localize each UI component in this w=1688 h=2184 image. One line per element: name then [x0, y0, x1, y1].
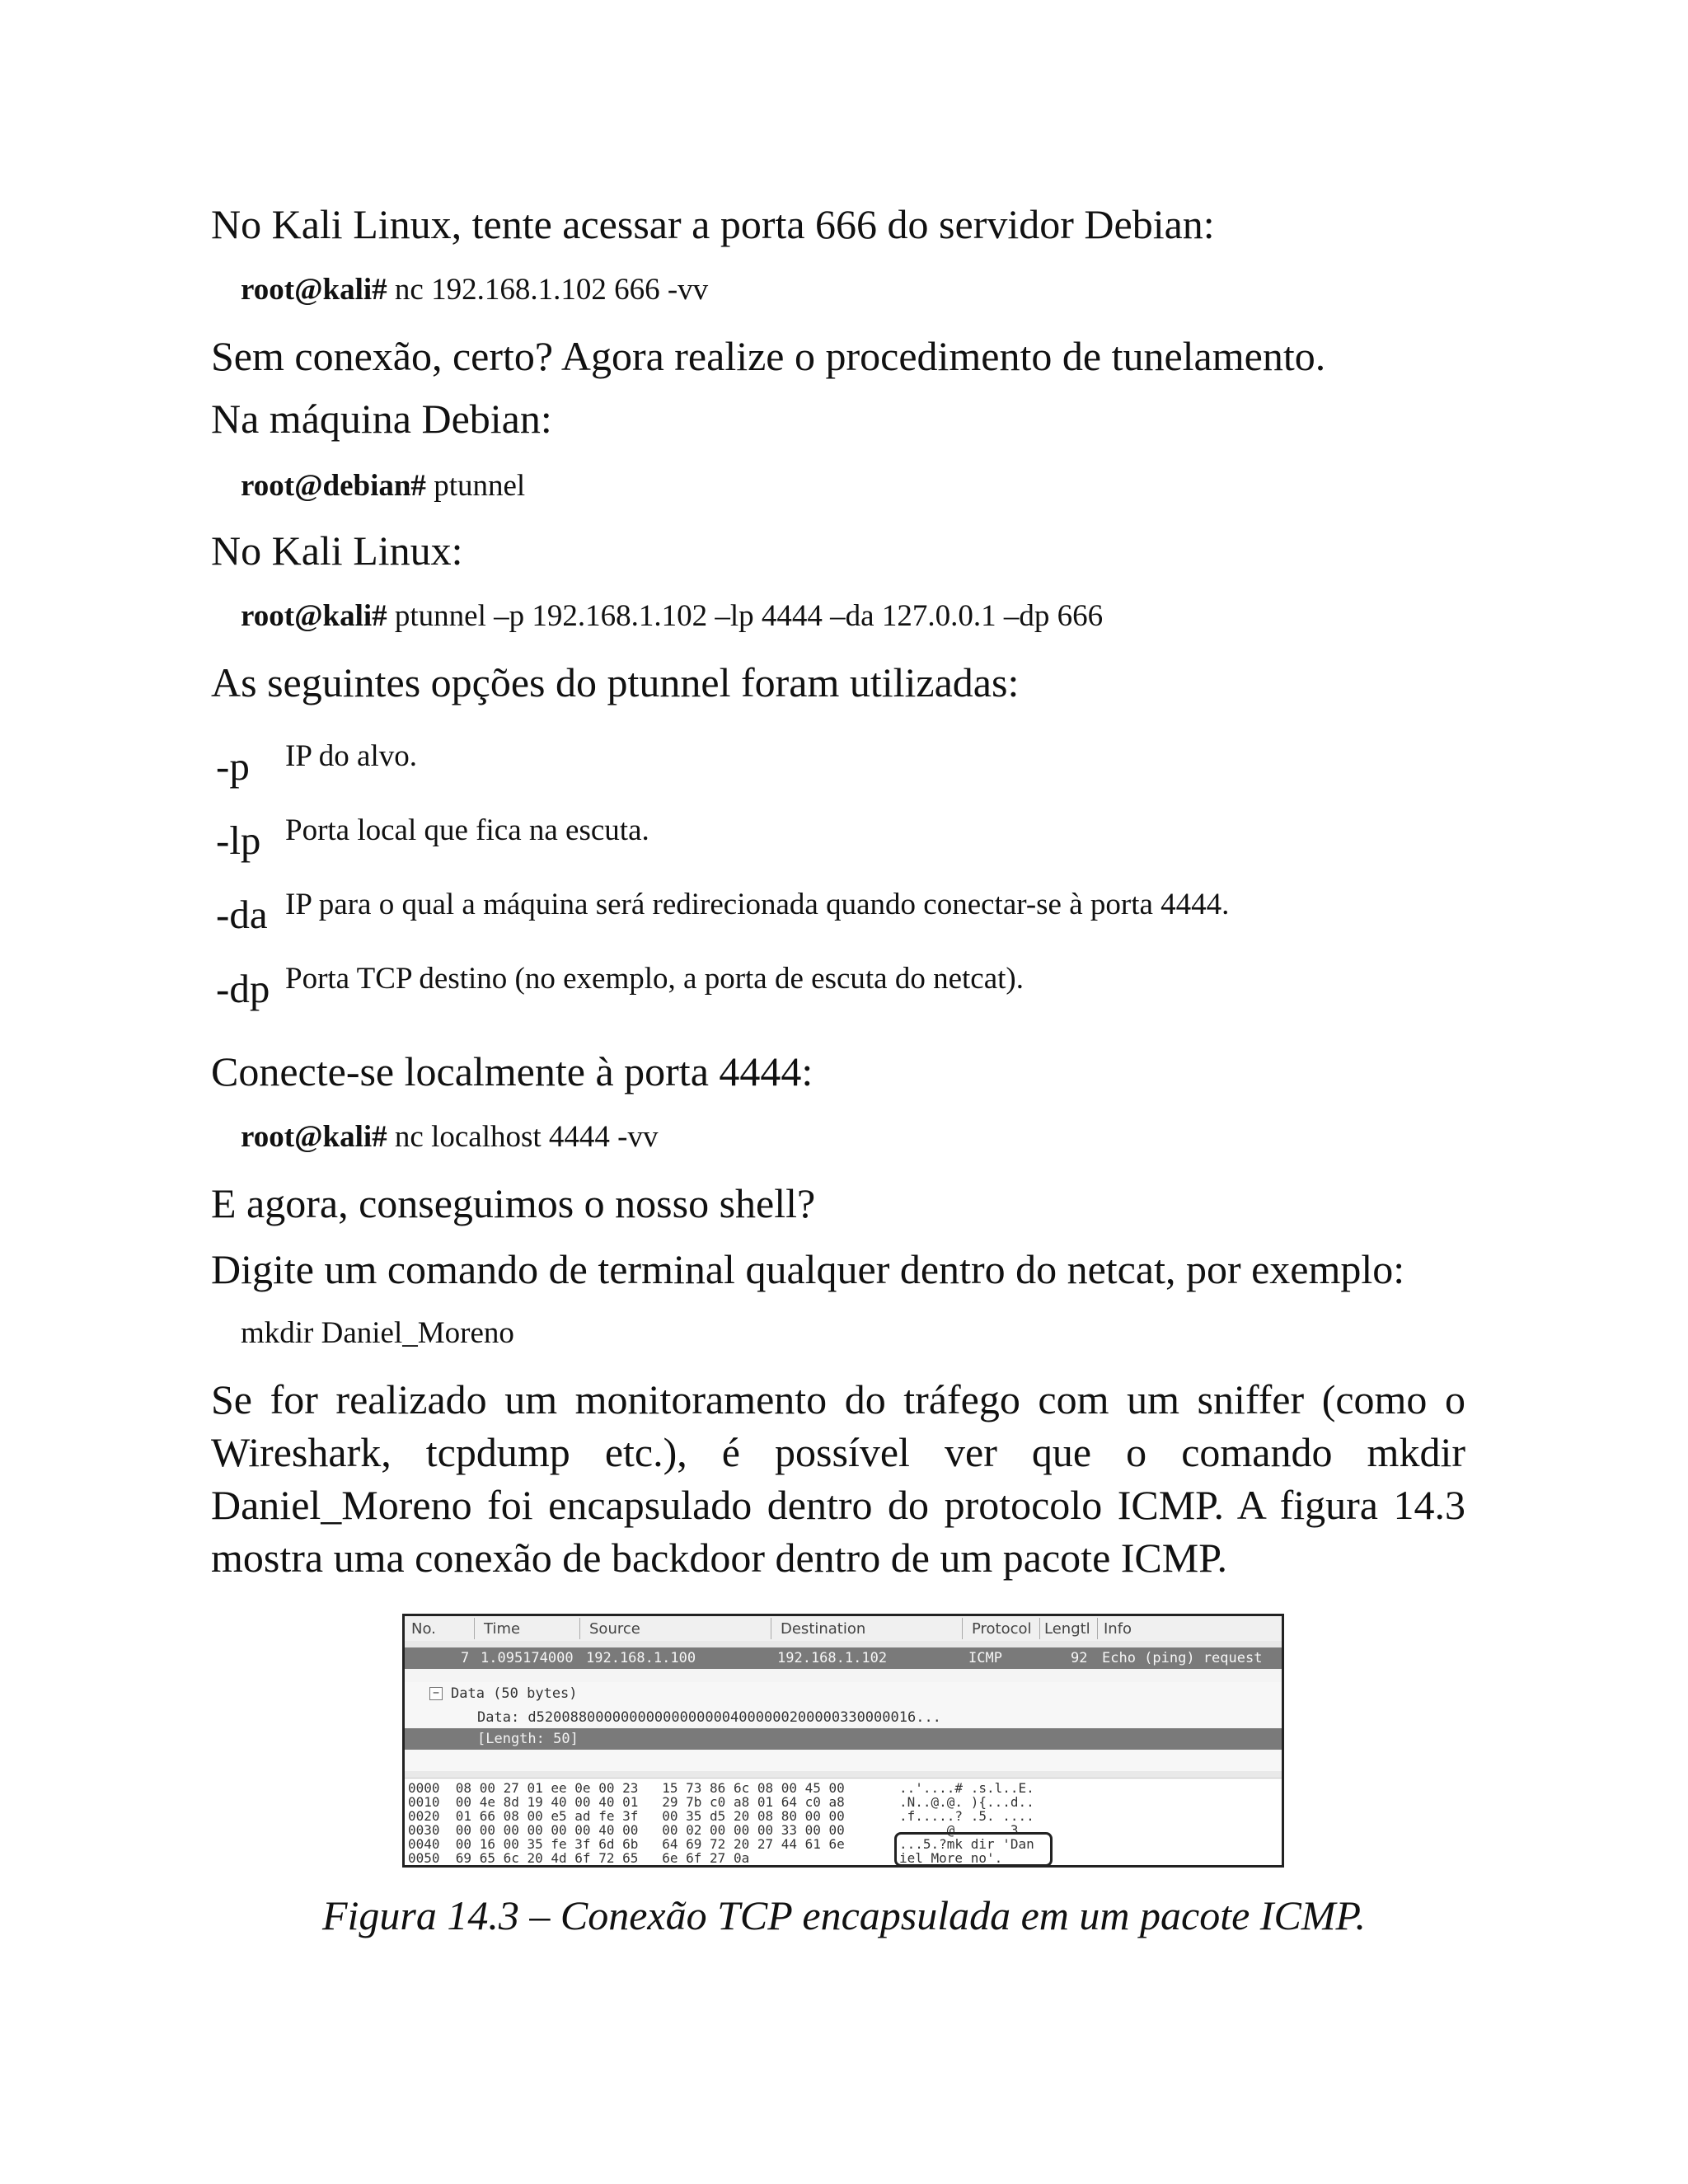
paragraph-options-intro: As seguintes opções do ptunnel foram utilizadas:	[211, 659, 1020, 705]
packet-source: 192.168.1.100	[586, 1650, 696, 1666]
pane-divider	[405, 1771, 1282, 1779]
hex-offset: 0020	[408, 1808, 440, 1824]
packet-detail-pane	[405, 1682, 1282, 1774]
detail-data-title: Data (50 bytes)	[451, 1685, 578, 1702]
packet-no: 7	[461, 1650, 470, 1666]
option-description: IP do alvo.	[285, 739, 417, 773]
detail-data-node[interactable]	[429, 1685, 578, 1702]
hex-bytes: 00 4e 8d 19 40 00 40 01 29 7b c0 a8 01 64 c0 a8	[455, 1794, 845, 1810]
detail-data-value[interactable]: Data: d520088000000000000000004000000200000330000016...	[477, 1709, 941, 1726]
hex-ascii: ..'....# .s.l..E.	[899, 1780, 1034, 1796]
hex-ascii: ...5.?mk dir 'Dan	[899, 1836, 1034, 1852]
hex-row	[408, 1809, 845, 1823]
packet-row-selected[interactable]	[405, 1647, 1282, 1669]
hex-offset: 0000	[408, 1780, 440, 1796]
hex-ascii: .N..@.@. ){...d..	[899, 1794, 1034, 1810]
hex-bytes: 69 65 6c 20 4d 6f 72 65 6e 6f 27 0a	[455, 1850, 750, 1866]
column-protocol: Protocol	[972, 1620, 1032, 1638]
hex-row	[408, 1795, 845, 1809]
packet-destination: 192.168.1.102	[777, 1650, 888, 1666]
packet-time: 1.095174000	[481, 1650, 574, 1666]
hex-bytes: 00 00 00 00 00 00 40 00 00 02 00 00 00 33 00 00	[455, 1822, 845, 1838]
hex-offset: 0030	[408, 1822, 440, 1838]
hex-bytes: 01 66 08 00 e5 ad fe 3f 00 35 d5 20 08 80 00 00	[455, 1808, 845, 1824]
paragraph-no-connection: Sem conexão, certo? Agora realize o procedimento de tunelamento.	[211, 333, 1326, 379]
detail-length-value: [Length: 50]	[477, 1731, 579, 1747]
option-flag: -lp	[216, 818, 261, 863]
packet-length: 92	[1071, 1650, 1088, 1666]
option-description: Porta TCP destino (no exemplo, a porta de escuta do netcat).	[285, 962, 1024, 996]
hex-row	[408, 1851, 749, 1865]
pane-divider	[405, 1669, 1282, 1682]
detail-length-row[interactable]	[405, 1728, 1282, 1750]
command-prompt: root@kali#	[241, 599, 387, 633]
highlight-circle	[894, 1832, 1053, 1867]
hex-offset: 0040	[408, 1836, 440, 1852]
paragraph-sniffer	[211, 1373, 1465, 1584]
collapse-toggle-icon[interactable]: −	[429, 1687, 443, 1700]
command-prompt: root@debian#	[241, 469, 426, 503]
hex-row	[408, 1781, 845, 1795]
command-text: ptunnel	[425, 469, 526, 503]
command-nc-debian	[241, 270, 708, 310]
paragraph-kali-access: No Kali Linux, tente acessar a porta 666 do servidor Debian:	[211, 201, 1215, 247]
option-description: Porta local que fica na escuta.	[285, 813, 649, 847]
column-no: No.	[411, 1620, 436, 1638]
column-time: Time	[484, 1620, 521, 1638]
command-ptunnel-debian	[241, 466, 525, 506]
column-info: Info	[1104, 1620, 1132, 1638]
packet-protocol: ICMP	[968, 1650, 1002, 1666]
column-destination: Destination	[781, 1620, 866, 1638]
command-text: nc 192.168.1.102 666 -vv	[387, 273, 709, 307]
paragraph-line: mostra uma conexão de backdoor dentro de um pacote ICMP.	[211, 1535, 1227, 1581]
paragraph-debian-machine: Na máquina Debian:	[211, 396, 552, 442]
paragraph-type-command: Digite um comando de terminal qualquer dentro do netcat, por exemplo:	[211, 1246, 1405, 1292]
hex-ascii: .f.....? .5. ....	[899, 1808, 1034, 1824]
hex-row	[408, 1823, 845, 1837]
command-prompt: root@kali#	[241, 1120, 387, 1154]
hex-offset: 0050	[408, 1850, 440, 1866]
packet-list-header	[405, 1616, 1282, 1642]
hex-row	[408, 1837, 845, 1851]
paragraph-line: Daniel_Moreno foi encapsulado dentro do protocolo ICMP. A figura 14.3	[211, 1482, 1465, 1528]
packet-info: Echo (ping) request	[1102, 1650, 1263, 1666]
hex-bytes: 08 00 27 01 ee 0e 00 23 15 73 86 6c 08 00 45 00	[455, 1780, 845, 1796]
command-text: nc localhost 4444 -vv	[387, 1120, 659, 1154]
command-text: ptunnel –p 192.168.1.102 –lp 4444 –da 127.0.0.1 –dp 666	[387, 599, 1104, 633]
hex-dump-pane	[405, 1779, 1282, 1865]
command-prompt: root@kali#	[241, 273, 387, 307]
command-mkdir: mkdir Daniel_Moreno	[241, 1316, 514, 1350]
hex-ascii: iel More no'.	[899, 1850, 1003, 1866]
column-length: Lengtl	[1044, 1620, 1090, 1638]
command-nc-localhost	[241, 1118, 658, 1157]
wireshark-figure	[402, 1614, 1284, 1868]
hex-ascii: ......@. .....3..	[899, 1822, 1034, 1838]
paragraph-line: Wireshark, tcpdump etc.), é possível ver que o comando mkdir	[211, 1429, 1465, 1475]
option-description: IP para o qual a máquina será redirecionada quando conectar-se à porta 4444.	[285, 888, 1230, 921]
paragraph-kali-linux: No Kali Linux:	[211, 527, 463, 574]
figure-caption: Figura 14.3 – Conexão TCP encapsulada em um pacote ICMP.	[321, 1892, 1367, 1938]
paragraph-connect-local: Conecte-se localmente à porta 4444:	[211, 1048, 814, 1094]
column-source: Source	[589, 1620, 640, 1638]
command-ptunnel-kali	[241, 597, 1103, 636]
hex-offset: 0010	[408, 1794, 440, 1810]
option-flag: -dp	[216, 966, 270, 1011]
option-flag: -da	[216, 892, 268, 937]
option-flag: -p	[216, 743, 250, 789]
paragraph-line: Se for realizado um monitoramento do tráfego com um sniffer (como o	[211, 1376, 1465, 1422]
paragraph-shell-question: E agora, conseguimos o nosso shell?	[211, 1180, 816, 1226]
hex-bytes: 00 16 00 35 fe 3f 6d 6b 64 69 72 20 27 44 61 6e	[455, 1836, 845, 1852]
